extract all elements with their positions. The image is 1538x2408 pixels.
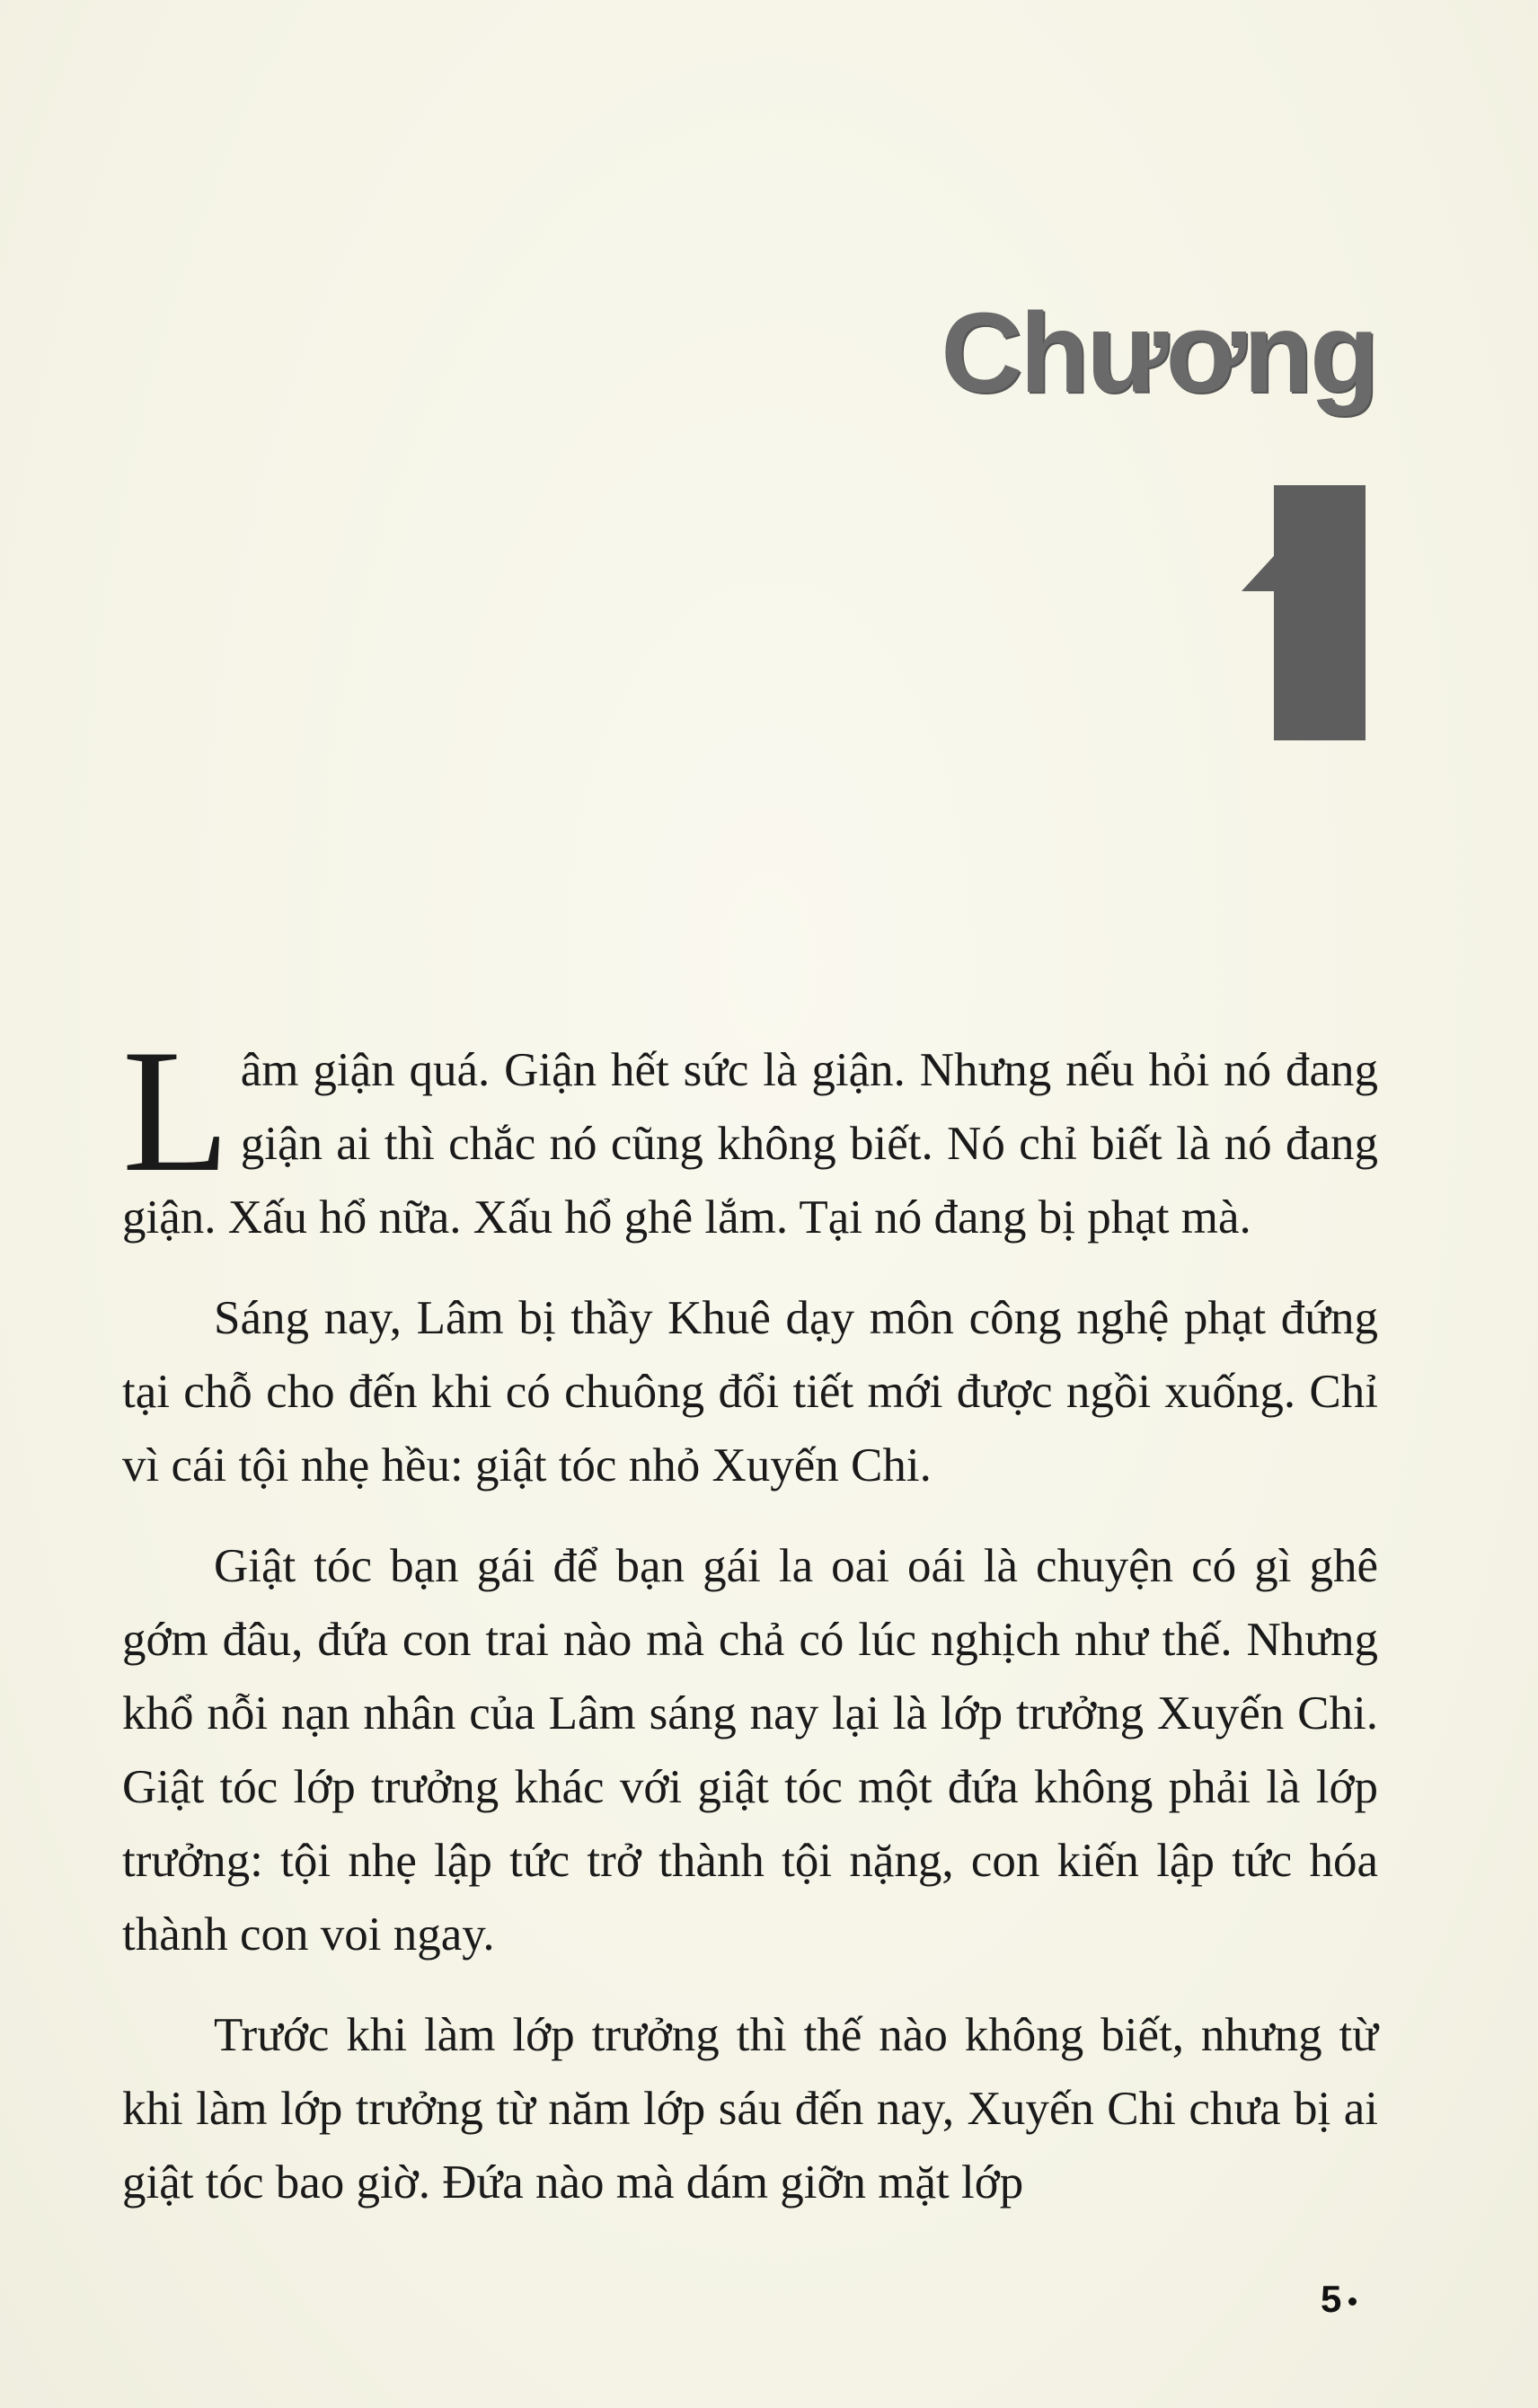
page-number [1321,2278,1357,2321]
chapter-number [1274,485,1366,740]
paragraph: Trước khi làm lớp trưởng thì thế nào không biết, nhưng từ khi làm lớp trưởng từ năm lớp sáu đến nay, Xuyến Chi chưa bị ai giật tóc bao giờ. Đứa nào mà dám giỡn mặt lớp [122,2009,1378,2209]
page-number-text: 5 [1321,2278,1342,2320]
paragraph-text: âm giận quá. Giận hết sức là giận. Nhưng nếu hỏi nó đang giận ai thì chắc nó cũng không biết. Nó chỉ biết là nó đang giận. Xấu hổ nữa. Xấu hổ ghê lắm. Tại nó đang bị phạt mà. [122,1044,1378,1244]
drop-cap: L [122,1014,230,1208]
chapter-heading: Chương [941,289,1376,416]
chapter-body [122,1014,1378,2246]
paragraph: Sáng nay, Lâm bị thầy Khuê dạy môn công nghệ phạt đứng tại chỗ cho đến khi có chuông đổi tiết mới được ngồi xuống. Chỉ vì cái tội nhẹ hều: giật tóc nhỏ Xuyến Chi. [122,1292,1378,1492]
bullet-icon [1348,2297,1357,2306]
paragraph: Giật tóc bạn gái để bạn gái la oai oái là chuyện có gì ghê gớm đâu, đứa con trai nào mà chả có lúc nghịch như thế. Nhưng khổ nỗi nạn nhân của Lâm sáng nay lại là lớp trưởng Xuyến Chi. Giật tóc lớp trưởng khác với giật tóc một đứa không phải là lớp trưởng: tội nhẹ lập tức trở thành tội nặng, con kiến lập tức hóa thành con voi ngay. [122,1540,1378,1961]
paragraph [122,1014,1378,1254]
